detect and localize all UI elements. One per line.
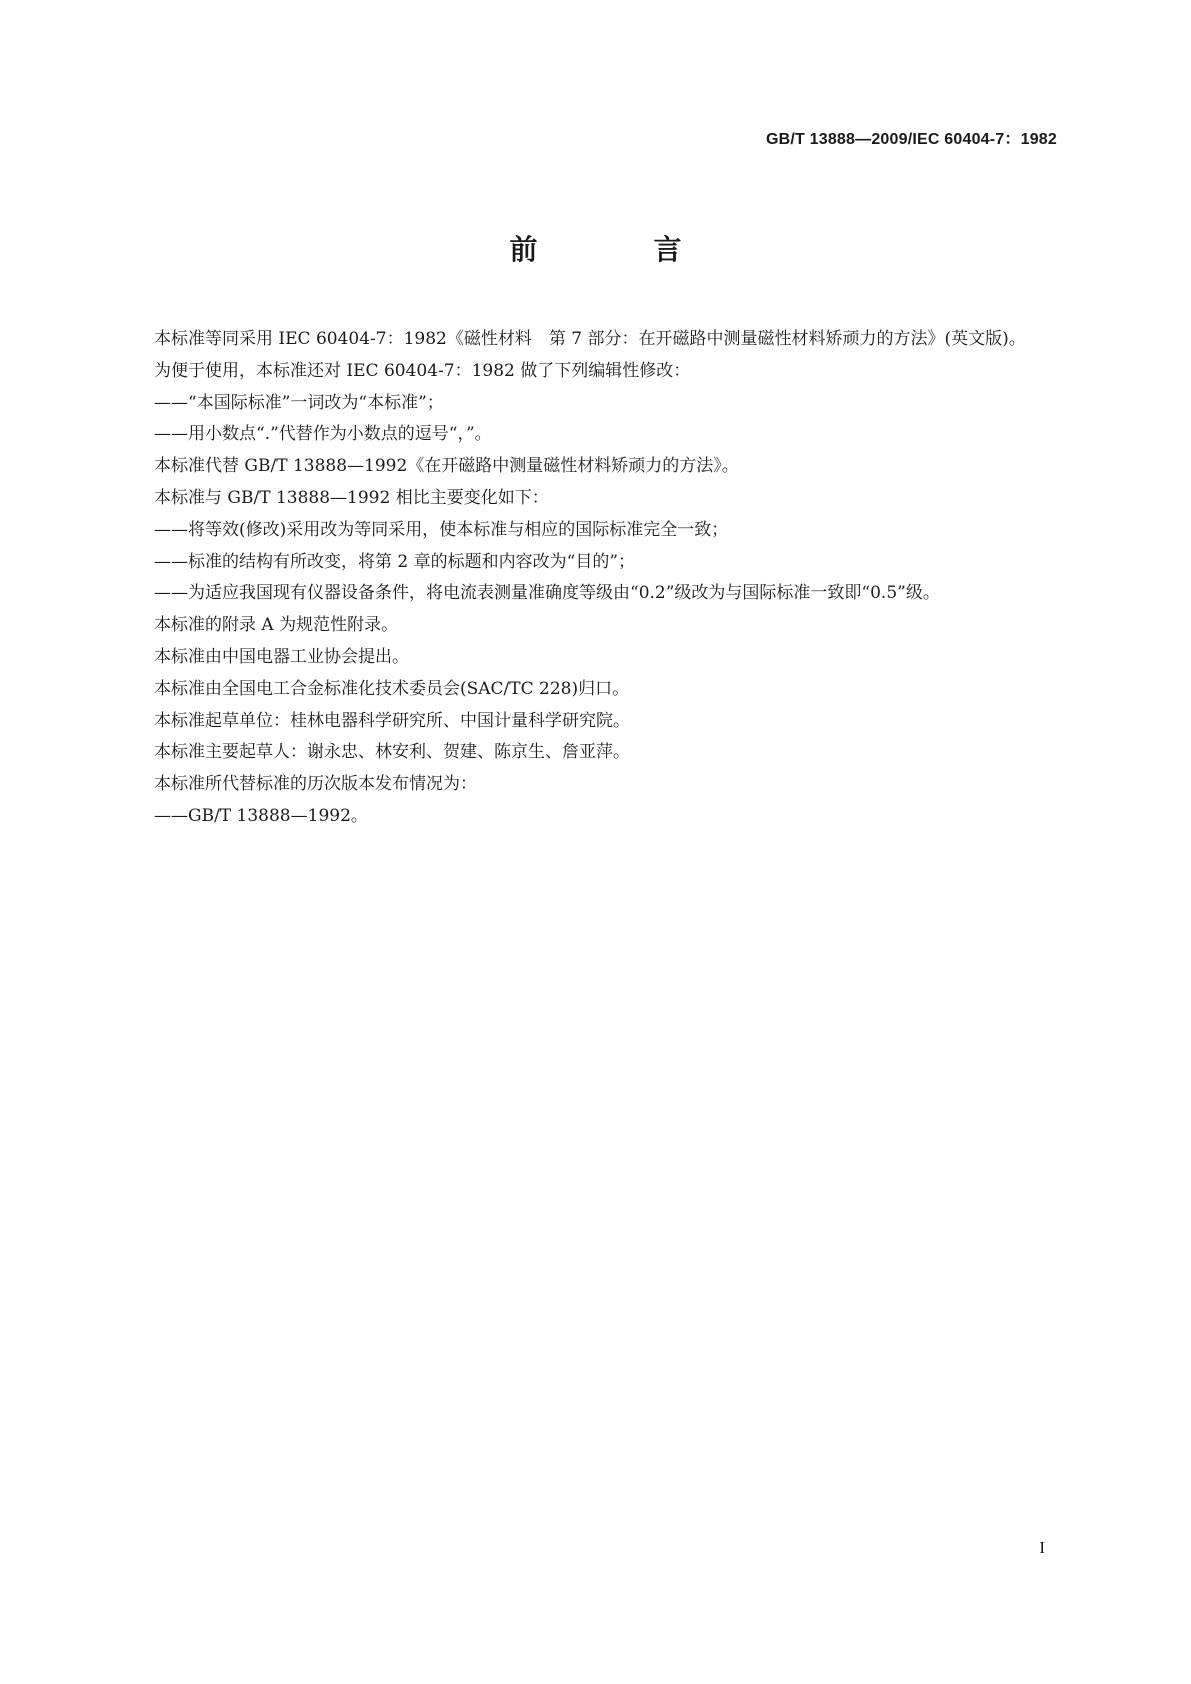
foreword-body (120, 324, 1060, 833)
paragraph-editorial-changes-intro: 为便于使用，本标准还对 IEC 60404-7：1982 做了下列编辑性修改： (154, 360, 691, 381)
paragraph-annex: 本标准的附录 A 为规范性附录。 (154, 615, 399, 636)
list-item-main-change: ——将等效(修改)采用改为等同采用，使本标准与相应的国际标准完全一致； (154, 519, 729, 540)
standard-code-header (766, 126, 1057, 149)
paragraph-previous-editions-intro: 本标准所代替标准的历次版本发布情况为： (154, 774, 477, 795)
paragraph-proposed-by: 本标准由中国电器工业协会提出。 (154, 646, 409, 667)
page-title: 前 言 (509, 233, 726, 266)
paragraph-replaces: 本标准代替 GB/T 13888—1992《在开磁路中测量磁性材料矫顽力的方法》。 (154, 456, 739, 477)
paragraph-drafters: 本标准主要起草人：谢永忠、林安利、贺建、陈京生、詹亚萍。 (154, 742, 630, 763)
list-item-main-change: ——标准的结构有所改变，将第 2 章的标题和内容改为“目的”； (154, 551, 636, 572)
list-item-editorial-change: ——用小数点“.”代替作为小数点的逗号“，”。 (154, 424, 492, 445)
paragraph-drafting-units: 本标准起草单位：桂林电器科学研究所、中国计量科学研究院。 (154, 710, 630, 731)
list-item-editorial-change: ——“本国际标准”一词改为“本标准”； (154, 392, 444, 413)
list-item-previous-edition: ——GB/T 13888—1992。 (154, 805, 368, 826)
paragraph-centralized-by: 本标准由全国电工合金标准化技术委员会(SAC/TC 228)归口。 (154, 678, 630, 699)
page-number: I (1039, 1538, 1045, 1557)
list-item-main-change: ——为适应我国现有仪器设备条件，将电流表测量准确度等级由“0.2”级改为与国际标准一致即“0.5”级。 (154, 583, 940, 604)
standard-code: GB/T 13888—2009/IEC 60404-7：1982 (765, 131, 1057, 148)
paragraph-main-changes-intro: 本标准与 GB/T 13888—1992 相比主要变化如下： (154, 487, 549, 508)
paragraph-adoption: 本标准等同采用 IEC 60404-7：1982《磁性材料 第 7 部分：在开磁路中测量磁性材料矫顽力的方法》(英文版)。 (154, 329, 1026, 349)
